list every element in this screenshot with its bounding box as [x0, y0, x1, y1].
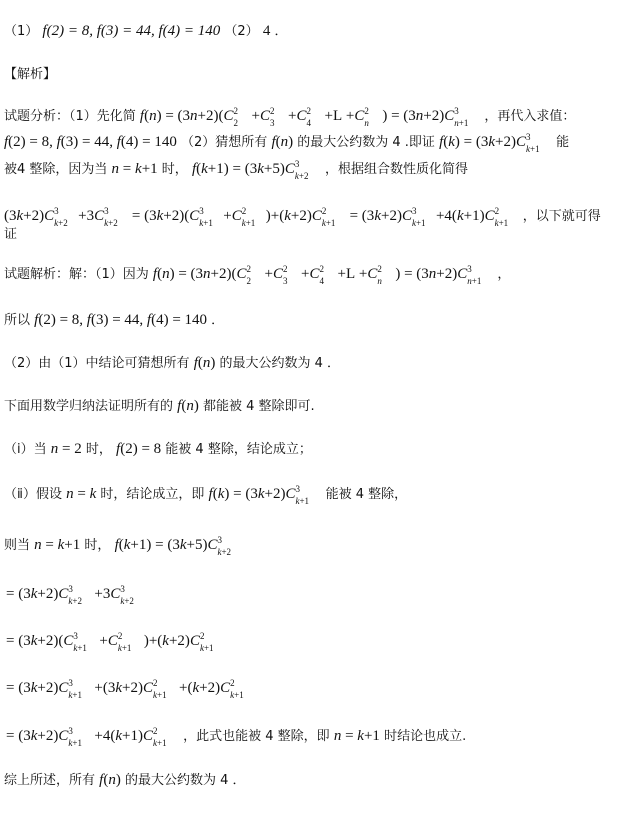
formula-step-3: = (3k+2)C 3 k+1 +(3k+2)C 2 k+1 +(k+2)C 2 k+1 [6, 678, 244, 700]
formula-n-eq-k: n = k [66, 486, 97, 502]
formula-n-eq-k1: n = k+1 [34, 537, 81, 553]
solution-text: 都能被 4 整除即可. [202, 399, 315, 414]
analysis-text: ，以下就可得 [522, 209, 601, 224]
formula-fn-4: f(n) [99, 772, 121, 788]
section-title: 【解析】 [4, 67, 57, 82]
solution-text: 时， [84, 538, 111, 553]
analysis-text: 时， [161, 162, 188, 177]
solution-text: 时结论也成立. [384, 729, 467, 744]
solution-text: ，此式也能被 4 整除，即 [183, 729, 330, 744]
analysis-text: ，根据组合数性质化简得 [325, 162, 469, 177]
formula-fk1-2: f(k+1) = (3k+5)C 3 k+2 [114, 535, 232, 557]
formula-fn-sum: f(n) = (3n+2)(C 2 2 +C 2 3 +C 2 4 +L +C 2 n ) = (3n+2)C 3 n+1 [139, 106, 469, 128]
solution-line-10 [6, 679, 256, 698]
solution-text: 的最大公约数为 4 ． [124, 773, 246, 788]
solution-line-12 [4, 771, 246, 790]
solution-text: ， [497, 267, 511, 282]
answer-part2-label: （2） [224, 24, 259, 39]
solution-line-1 [4, 265, 510, 284]
solution-line-2 [4, 311, 224, 330]
analysis-text: 被4 整除，因为当 [4, 162, 108, 177]
answer-line [4, 22, 287, 41]
formula-combination-identity: (3k+2)C 3 k+2 +3C 3 k+2 = (3k+2)(C 3 k+1 +C 2 k+1 )+(k+2)C 2 k+1 = (3k+2)C 3 k+1 +4(k+1)C 2 k+1 [4, 206, 509, 228]
analysis-text: 的最大公约数为 4 .即证 [297, 135, 435, 150]
solution-line-4 [4, 397, 315, 416]
analysis-text: （2）猜想所有 [181, 135, 268, 150]
solution-text: 时， [85, 442, 112, 457]
analysis-line-5: 证 [4, 227, 18, 242]
solution-text: 综上所述，所有 [4, 773, 96, 788]
formula-fn-3: f(n) [177, 398, 199, 414]
analysis-line-3 [4, 160, 468, 179]
solution-text: （ⅰ）当 [4, 442, 47, 457]
formula-fn-sum-2: f(n) = (3n+2)(C 2 2 +C 2 3 +C 2 4 +L +C 2 n ) = (3n+2)C 3 n+1 [152, 264, 482, 286]
solution-text: 下面用数学归纳法证明所有的 [4, 399, 174, 414]
analysis-text: 试题分析：（1）先化简 [4, 109, 136, 124]
solution-text: （ⅱ）假设 [4, 487, 62, 502]
formula-step-4: = (3k+2)C 3 k+1 +4(k+1)C 2 k+1 [6, 726, 167, 748]
formula-values-2: f(2) = 8, f(3) = 44, f(4) = 140 [34, 312, 208, 328]
solution-text: 能被 4 整除， [325, 487, 408, 502]
solution-line-5 [4, 440, 312, 459]
analysis-text: 能 [556, 135, 570, 150]
answer-part1-label: （1） [4, 24, 39, 39]
analysis-line-2 [4, 133, 569, 152]
solution-line-6 [4, 485, 407, 504]
solution-text: 能被 4 整除，结论成立； [165, 442, 312, 457]
solution-text: 的最大公约数为 4 ． [219, 356, 341, 371]
formula-fn-2: f(n) [193, 355, 216, 371]
formula-n-eq-k1-2: n = k+1 [333, 728, 380, 744]
formula-n-eq-2: n = 2 [50, 441, 82, 457]
formula-fk: f(k) = (3k+2)C 3 k+1 [439, 132, 540, 154]
formula-fk1: f(k+1) = (3k+5)C 3 k+2 [191, 159, 309, 181]
solution-text: 则当 [4, 538, 31, 553]
formula-values: f(2) = 8, f(3) = 44, f(4) = 140 [4, 134, 177, 150]
solution-line-3 [4, 354, 340, 373]
solution-text: 试题解析：解：（1）因为 [4, 267, 149, 282]
analysis-text: ，再代入求值： [484, 109, 576, 124]
formula-step-1: = (3k+2)C 3 k+2 +3C 3 k+2 [6, 584, 134, 606]
solution-text: 时，结论成立，即 [100, 487, 205, 502]
formula-n-eq: n = k+1 [111, 161, 158, 177]
formula-f2: f(2) = 8 [116, 441, 162, 457]
solution-line-8 [6, 585, 146, 604]
formula-fk-2: f(k) = (3k+2)C 3 k+1 [208, 484, 310, 506]
solution-line-11 [6, 727, 466, 746]
formula-fn: f(n) [271, 134, 294, 150]
solution-line-9 [6, 632, 226, 651]
answer-part1-math: f(2) = 8, f(3) = 44, f(4) = 140 [42, 23, 221, 39]
solution-text: （2）由（1）中结论可猜想所有 [4, 356, 190, 371]
answer-part2-math: 4 [262, 23, 271, 39]
solution-text: 所以 [4, 313, 31, 328]
analysis-line-4 [4, 207, 601, 226]
solution-text: ． [211, 313, 225, 328]
answer-end: ． [274, 24, 288, 39]
solution-line-7 [4, 536, 243, 555]
formula-step-2: = (3k+2)(C 3 k+1 +C 2 k+1 )+(k+2)C 2 k+1 [6, 631, 214, 653]
analysis-line-1 [4, 107, 575, 126]
